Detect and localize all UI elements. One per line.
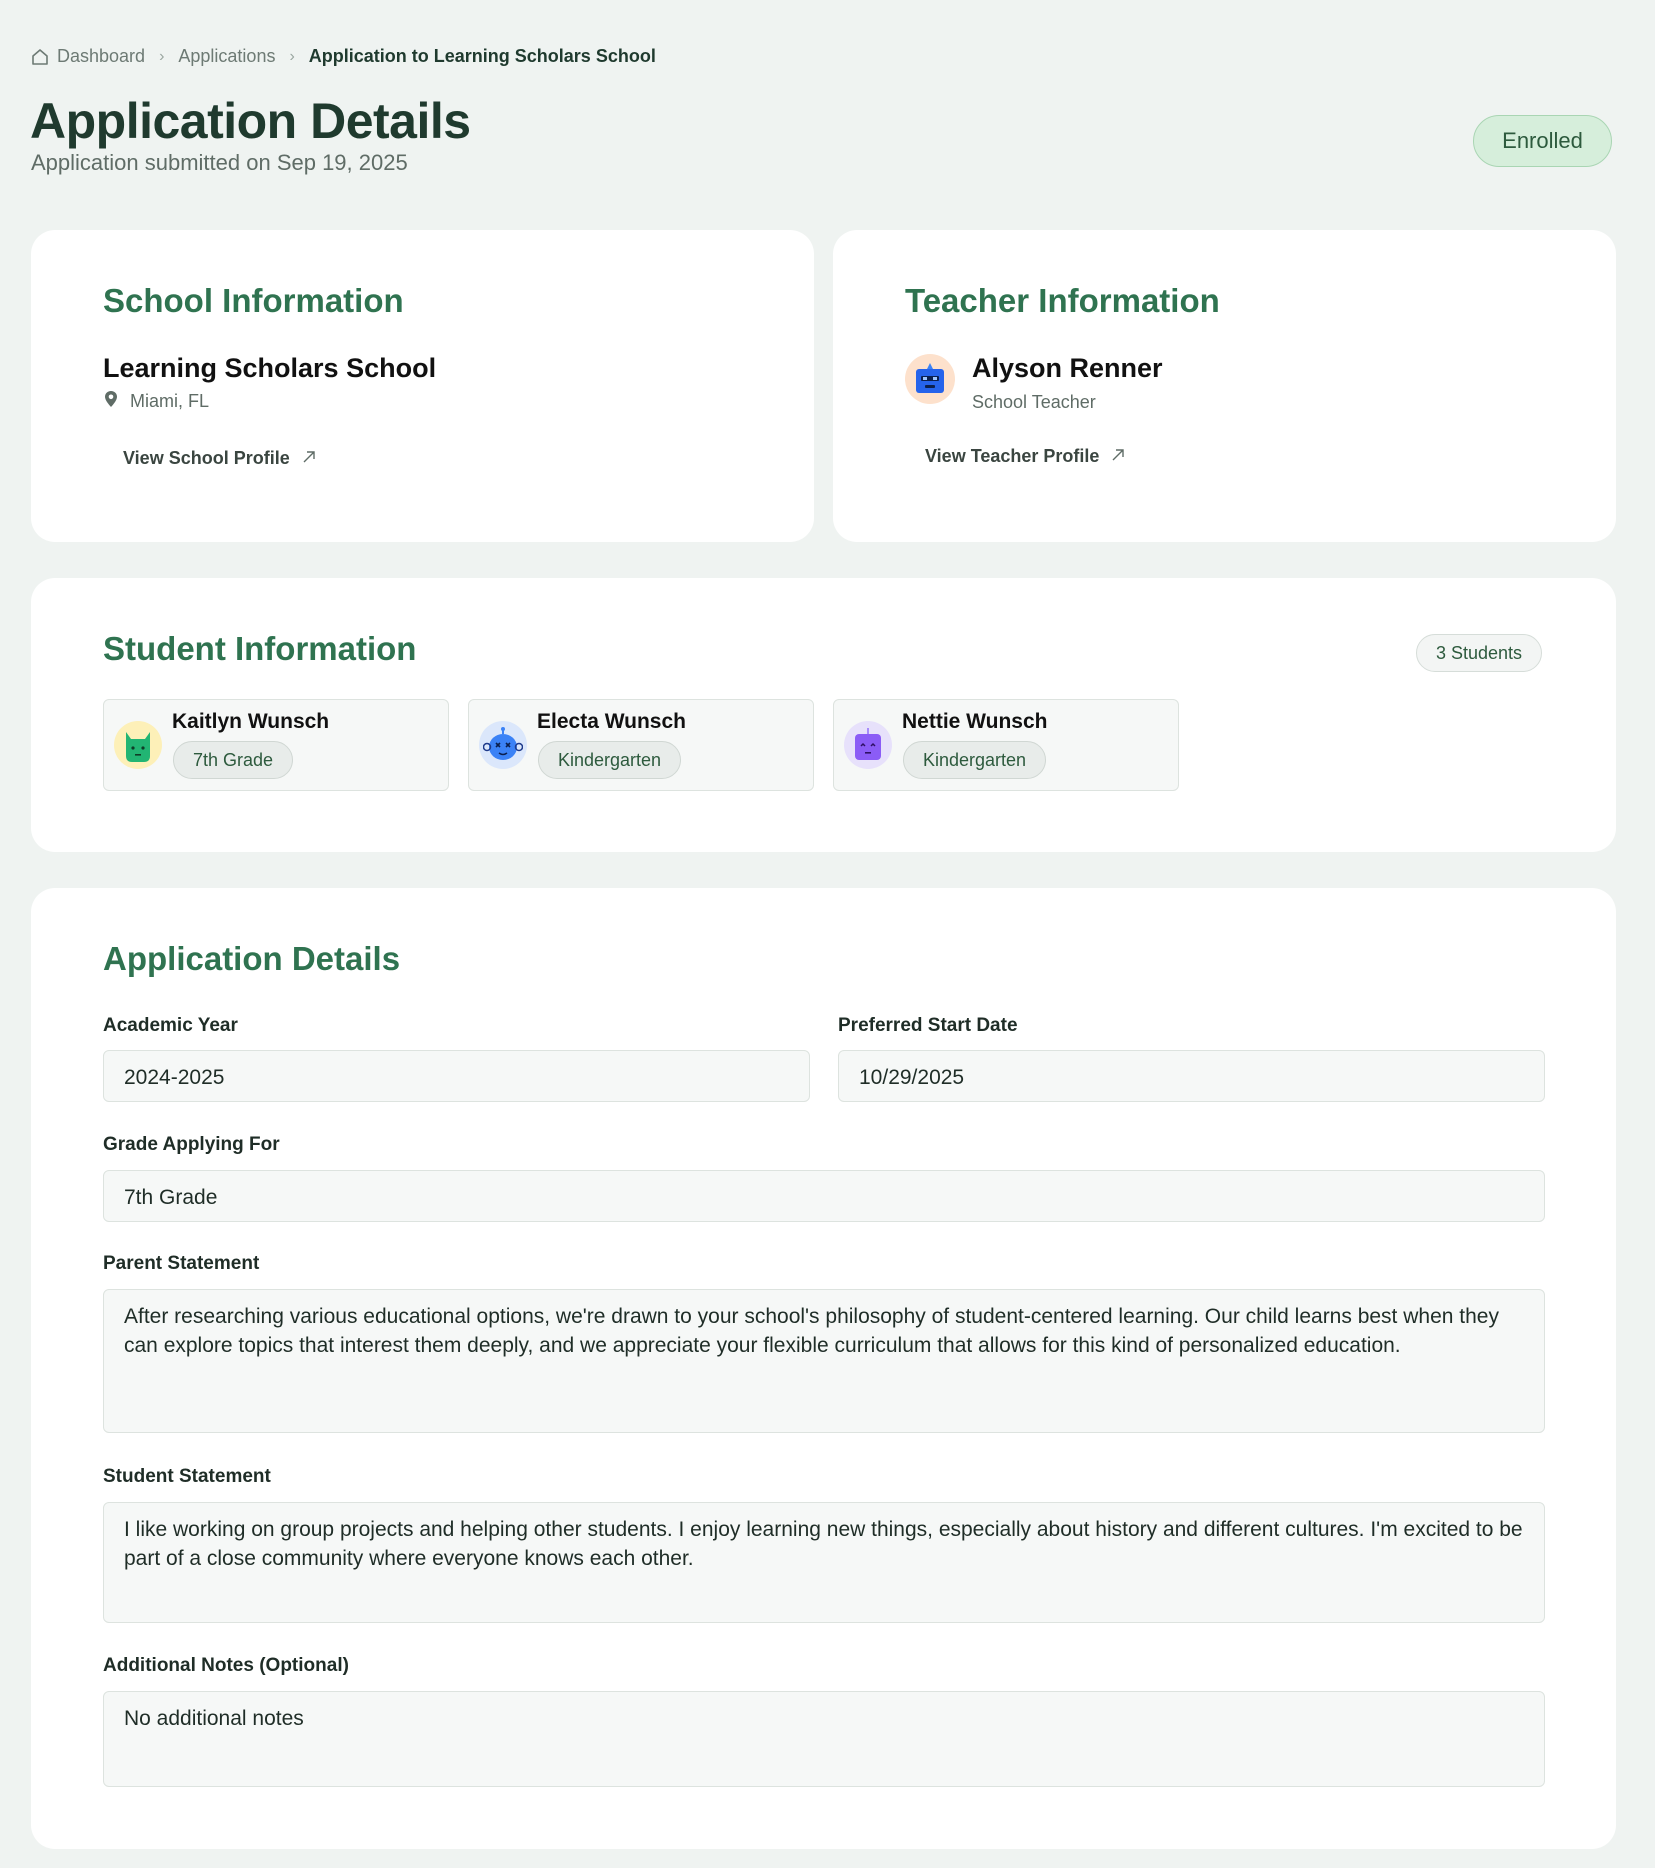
section-title: Teacher Information xyxy=(905,282,1220,319)
chevron-right-icon: › xyxy=(159,47,165,65)
academic-year-label: Academic Year xyxy=(103,1015,238,1036)
additional-notes-field[interactable]: No additional notes xyxy=(103,1691,1545,1787)
student-tile[interactable] xyxy=(103,699,449,791)
student-information-card xyxy=(31,578,1616,852)
student-name: Kaitlyn Wunsch xyxy=(172,710,330,733)
section-title: Student Information xyxy=(103,630,417,667)
breadcrumb-label: Applications xyxy=(178,46,276,66)
grade-label: Grade Applying For xyxy=(103,1134,280,1155)
home-icon xyxy=(31,48,49,66)
map-pin-icon xyxy=(104,390,118,413)
student-tile[interactable] xyxy=(468,699,814,791)
section-title: School Information xyxy=(103,282,404,319)
avatar xyxy=(479,721,527,769)
robot-avatar-icon xyxy=(912,361,948,397)
student-statement-field[interactable]: I like working on group projects and helping other students. I enjoy learning new things, especially about history and different cultures. I'm excited to be part of a close community where everyone knows each other. xyxy=(103,1502,1545,1623)
parent-statement-field[interactable]: After researching various educational options, we're drawn to your school's philosophy of student-centered learning. Our child learns best when they can explore topics that interest them deeply, and we appreciate your flexible curriculum that allows for this kind of personalized education. xyxy=(103,1289,1545,1433)
start-date-field[interactable]: 10/29/2025 xyxy=(838,1050,1545,1102)
breadcrumb-label: Dashboard xyxy=(57,46,146,66)
grade-field[interactable]: 7th Grade xyxy=(103,1170,1545,1222)
view-teacher-profile-link[interactable] xyxy=(925,446,1125,467)
location-text: Miami, FL xyxy=(130,391,210,411)
school-information-card xyxy=(31,230,814,542)
external-link-icon xyxy=(302,448,316,469)
breadcrumb-dashboard[interactable] xyxy=(31,46,145,67)
student-tile[interactable] xyxy=(833,699,1179,791)
parent-statement-label: Parent Statement xyxy=(103,1253,260,1274)
breadcrumb-label: Application to Learning Scholars School xyxy=(308,46,656,66)
grade-badge: 7th Grade xyxy=(173,741,293,779)
page-title: Application Details xyxy=(30,93,471,149)
grade-badge: Kindergarten xyxy=(903,741,1046,779)
student-name: Nettie Wunsch xyxy=(902,710,1048,733)
grade-badge: Kindergarten xyxy=(538,741,681,779)
link-label: View Teacher Profile xyxy=(925,446,1100,466)
external-link-icon xyxy=(1111,446,1125,467)
student-statement-label: Student Statement xyxy=(103,1466,271,1487)
start-date-label: Preferred Start Date xyxy=(838,1015,1018,1036)
page-subtitle: Application submitted on Sep 19, 2025 xyxy=(31,150,408,175)
robot-avatar-icon xyxy=(850,726,886,764)
robot-avatar-icon xyxy=(483,726,523,764)
monster-avatar-icon xyxy=(120,726,156,764)
teacher-role: School Teacher xyxy=(972,392,1096,412)
view-school-profile-link[interactable] xyxy=(123,448,316,469)
breadcrumb-current xyxy=(309,46,656,67)
link-label: View School Profile xyxy=(123,448,290,468)
additional-notes-label: Additional Notes (Optional) xyxy=(103,1655,349,1676)
chevron-right-icon: › xyxy=(289,47,295,65)
teacher-information-card xyxy=(833,230,1616,542)
student-name: Electa Wunsch xyxy=(537,710,686,733)
avatar xyxy=(114,721,162,769)
student-count-badge: 3 Students xyxy=(1416,634,1542,672)
application-details-card xyxy=(31,888,1616,1849)
academic-year-field[interactable]: 2024-2025 xyxy=(103,1050,810,1102)
teacher-name: Alyson Renner xyxy=(972,353,1163,383)
breadcrumb xyxy=(31,46,656,67)
breadcrumb-applications[interactable] xyxy=(178,46,275,67)
section-title: Application Details xyxy=(103,940,401,977)
avatar xyxy=(844,721,892,769)
school-location xyxy=(104,390,209,413)
school-name: Learning Scholars School xyxy=(103,353,437,383)
avatar xyxy=(905,354,955,404)
status-badge: Enrolled xyxy=(1473,115,1612,167)
